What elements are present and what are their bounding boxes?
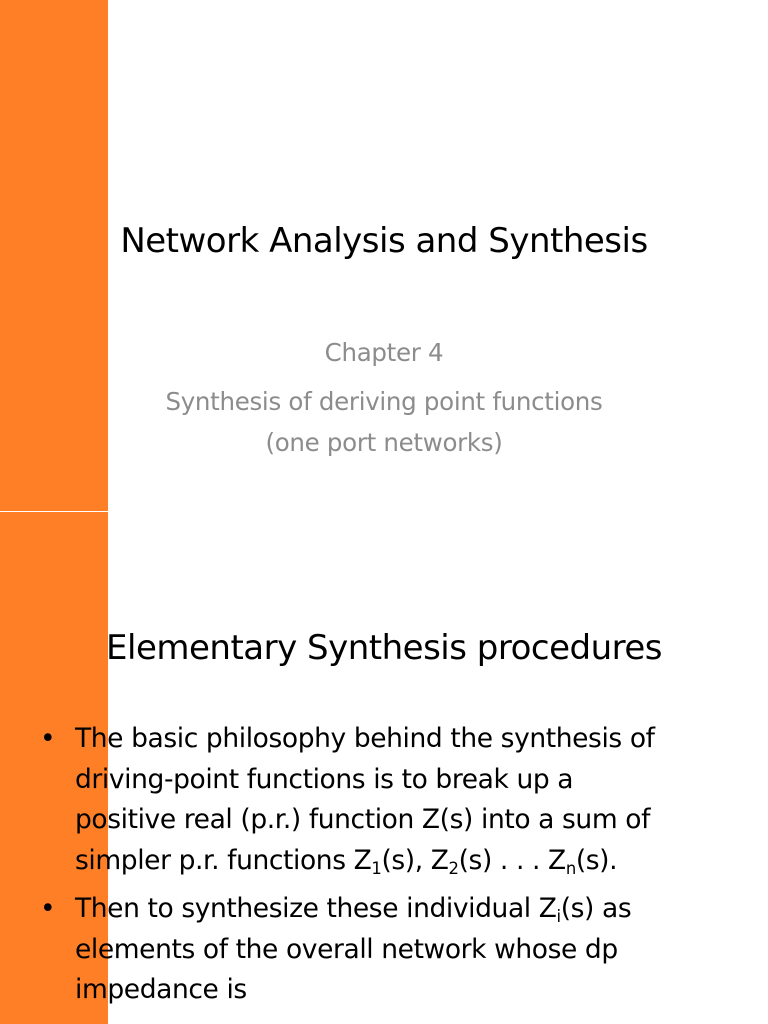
bullet-item <box>40 719 740 881</box>
bullet-text: Then to synthesize these individual $Z_i(s)$ as <box>75 893 632 926</box>
bullet-icon: • <box>40 893 56 924</box>
bullet-text: The basic philosophy behind the synthesis of <box>75 723 655 754</box>
slide-title: Elementary Synthesis procedures <box>106 628 662 668</box>
bullet-text: positive real (p.r.) function Z(s) into a sum of <box>75 804 651 835</box>
bullet-item <box>40 889 740 1011</box>
subscript: 1 <box>371 858 382 878</box>
chapter-label: Chapter 4 <box>324 338 444 367</box>
bullet-text: driving-point functions is to break up a <box>75 763 574 795</box>
content-slide <box>0 512 768 1024</box>
subscript: 2 <box>448 858 459 878</box>
bullet-text: impedance is <box>75 974 247 1005</box>
bullet-icon: • <box>40 723 56 754</box>
subtitle-line: Synthesis of deriving point functions <box>165 387 603 416</box>
subtitle-line: (one port networks) <box>265 428 503 457</box>
slide-title: Network Analysis and Synthesis <box>120 221 648 261</box>
slide-subtitle <box>0 381 768 463</box>
subscript: i <box>556 906 561 926</box>
bullet-text: simpler p.r. functions $Z_1(s)$, $Z_2(s)$ . . . $Z_n(s)$. <box>75 844 618 878</box>
subscript: n <box>565 858 576 878</box>
bullet-list <box>40 719 740 1019</box>
bullet-text: elements of the overall network whose dp <box>75 933 618 965</box>
